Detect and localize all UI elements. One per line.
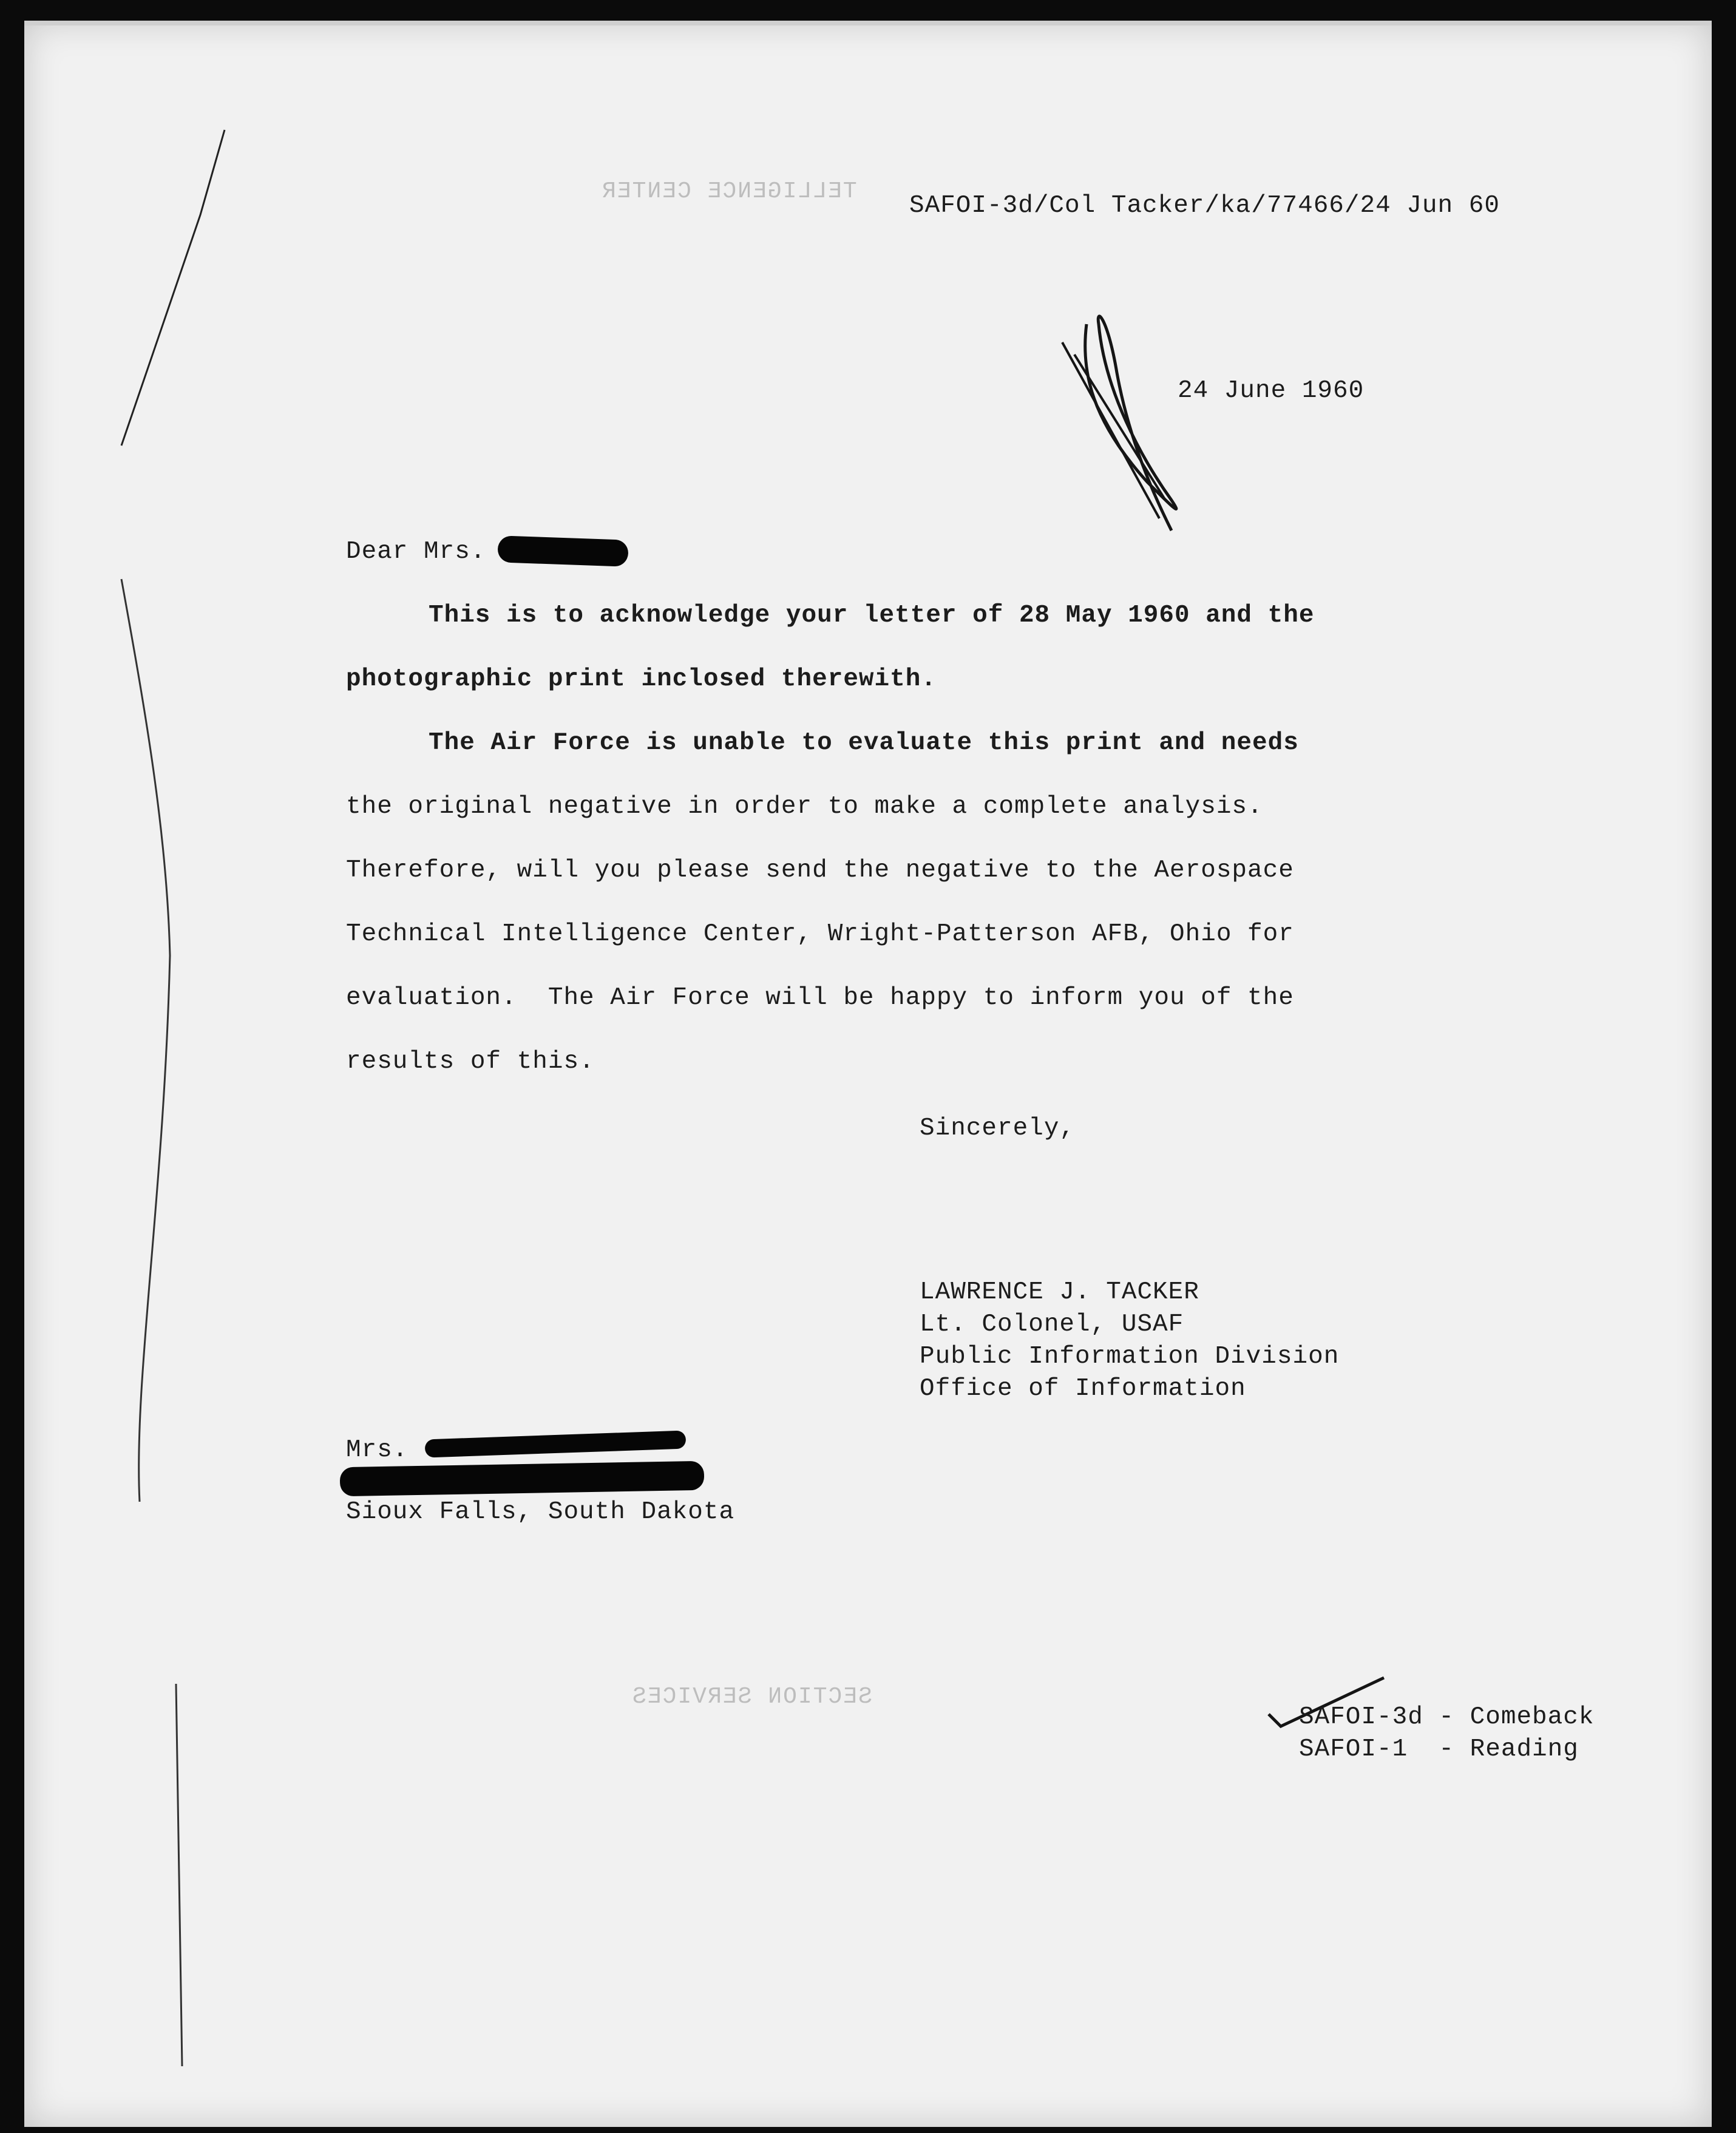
addressee-city: Sioux Falls, South Dakota [346, 1498, 735, 1526]
salutation: Dear Mrs. [346, 538, 486, 566]
closing: Sincerely, [920, 1114, 1076, 1142]
paragraph-2-line-5: evaluation. The Air Force will be happy to inform you of the [346, 984, 1294, 1012]
document-page [24, 21, 1712, 2127]
addressee-prefix: Mrs. [346, 1436, 409, 1464]
bleed-through-stamp: SECTION SERVICES [631, 1684, 872, 1710]
letter-date: 24 June 1960 [1178, 377, 1365, 405]
signature-office: Office of Information [920, 1375, 1246, 1403]
signature-division: Public Information Division [920, 1343, 1340, 1371]
paragraph-2-line-6: results of this. [346, 1048, 595, 1076]
paragraph-1-line-2: photographic print inclosed therewith. [346, 665, 937, 693]
signature-name: LAWRENCE J. TACKER [920, 1278, 1199, 1306]
paragraph-2-line-4: Technical Intelligence Center, Wright-Patterson AFB, Ohio for [346, 920, 1294, 948]
redaction-street-address [340, 1461, 705, 1496]
paragraph-2-line-1: The Air Force is unable to evaluate this print and needs [429, 729, 1299, 757]
redaction-addressee-name [425, 1431, 687, 1458]
distribution-line-1: SAFOI-3d - Comeback [1299, 1703, 1595, 1731]
reference-line: SAFOI-3d/Col Tacker/ka/77466/24 Jun 60 [909, 192, 1500, 220]
paragraph-2-line-3: Therefore, will you please send the negative to the Aerospace [346, 856, 1294, 884]
paragraph-2-line-2: the original negative in order to make a complete analysis. [346, 793, 1263, 821]
distribution-line-2: SAFOI-1 - Reading [1299, 1735, 1579, 1763]
bleed-through-text: TELLIGENCE CENTER [601, 178, 857, 205]
redaction-name [497, 535, 628, 566]
paper-top-edge [24, 21, 1712, 25]
paragraph-1-line-1: This is to acknowledge your letter of 28 May 1960 and the [429, 602, 1315, 629]
handwritten-initials [1050, 300, 1220, 555]
signature-rank: Lt. Colonel, USAF [920, 1311, 1184, 1338]
margin-mark [109, 106, 231, 2109]
